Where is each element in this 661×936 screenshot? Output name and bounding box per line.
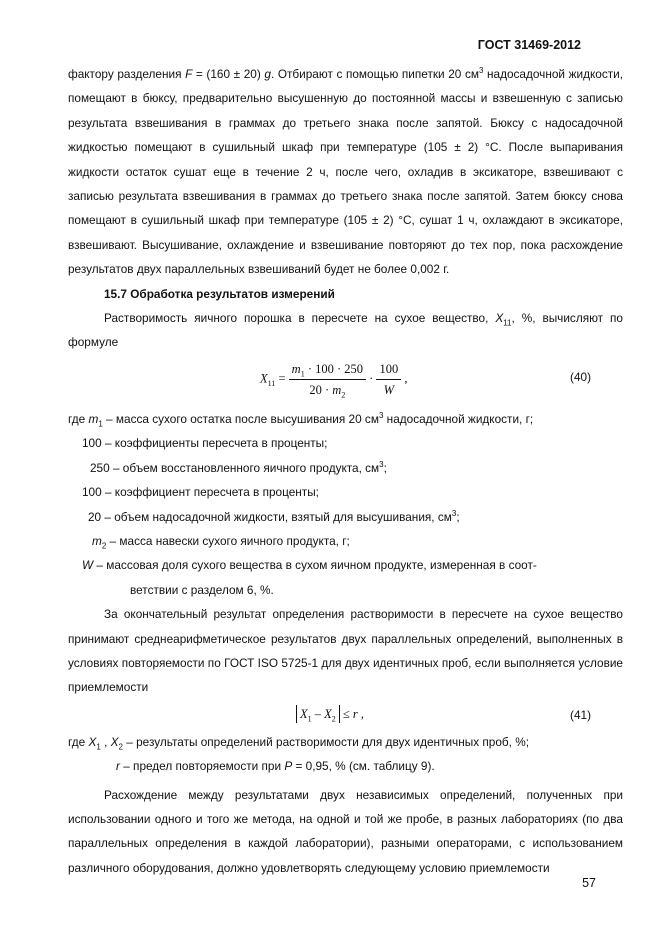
where-x1-x2: где $X_1$ , $X_2$ – результаты определений растворимости для двух идентичных проб, %; [68,734,529,752]
formula-40: $X_{11}$ = $\frac{m_1 \cdot 100 \cdot 250}{20 \cdot m_2}$ · $\frac{100}{W}$ , (40) [68,355,623,407]
absolute-difference: $X_1 - X_2$ [296,705,340,723]
page-header-standard: ГОСТ 31469-2012 [477,38,581,52]
where-r: r – предел повторяемости при P = 0,95, % (см. таблицу 9). [116,759,435,774]
equation-number-40: (40) [570,369,591,384]
definition-w-continued: ветствии с разделом 6, %. [130,582,274,597]
paragraph-solubility-intro: Растворимость яичного порошка в пересчете на сухое вещество, $X_{11}$, %, вычисляют по формуле [68,311,623,350]
where-m1: где $m_1$ – масса сухого остатка после высушивания 20 $см^3$ надосадочной жидкости, г; [68,410,534,429]
paragraph-final-result: За окончательный результат определения растворимости в пересчете на сухое вещество принимают среднеарифметическое результатов двух параллельных определений, выполненных в условиях повторяемости по ГОСТ ISO 5725-1 для двух идентичных проб, если выполняется условие приемлемости [68,607,623,695]
equation-number-41: (41) [570,707,591,722]
definition-100-coefficient: 100 – коэффициент пересчета в проценты; [82,485,319,500]
page-number: 57 [582,876,596,890]
section-heading: 15.7 Обработка результатов измерений [104,286,335,301]
definition-250-volume: 250 – объем восстановленного яичного продукта, $см^3$; [90,459,387,475]
fraction-main: $\frac{m_1 \cdot 100 \cdot 250}{20 \cdot m_2}$ [289,359,366,400]
definition-20-volume: 20 – объем надосадочной жидкости, взятый для высушивания, $см^3$; [88,508,460,524]
formula-41: $X_1 - X_2 \le r$ , (41) [68,700,623,730]
paragraph-sample-drying: фактору разделения F = (160 ± 20) g. Отбирают с помощью пипетки 20 $см^3$ надосадочной жидкости, помещают в бюксу, предварительно высушенную до постоянной массы и взвешенную с записью результата взвешивания в граммах до третьего знака после запятой. Бюксу с надосадочной жидкостью помещают в сушильный шкаф при температуре (105 ± 2) °C. После выпаривания жидкости остаток сушат еще в течение 2 ч, после чего, охладив в эксикаторе, взвешивают с записью результата взвешивания в граммах до третьего знака после запятой. Затем бюксу снова помещают в сушильный шкаф при температуре (105 ± 2) °C, сушат 1 ч, охлаждают в эксикаторе, взвешивают. Высушивание, охлаждение и взвешивание повторяют до тех пор, пока расхождение результатов двух параллельных взвешиваний будет не более 0,002 г. [68,66,623,277]
fraction-percent: $\frac{100}{W}$ [376,359,401,400]
definition-w: W – массовая доля сухого вещества в сухом яичном продукте, измеренная в соот- [82,558,537,573]
definition-m2: $m_2$ – масса навески сухого яичного продукта, г; [92,533,350,551]
paragraph-reproducibility: Расхождение между результатами двух независимых определений, полученных при использовании одного и того же метода, на одной и той же пробе, в разных лабораториях (по два параллельных определения в каждой лаборатории), разными операторами, с использованием различного оборудования, должно удовлетворять следующему условию приемлемости [68,787,623,875]
definition-100-coefficients: 100 – коэффициенты пересчета в проценты; [82,436,328,451]
document-body [68,62,623,880]
